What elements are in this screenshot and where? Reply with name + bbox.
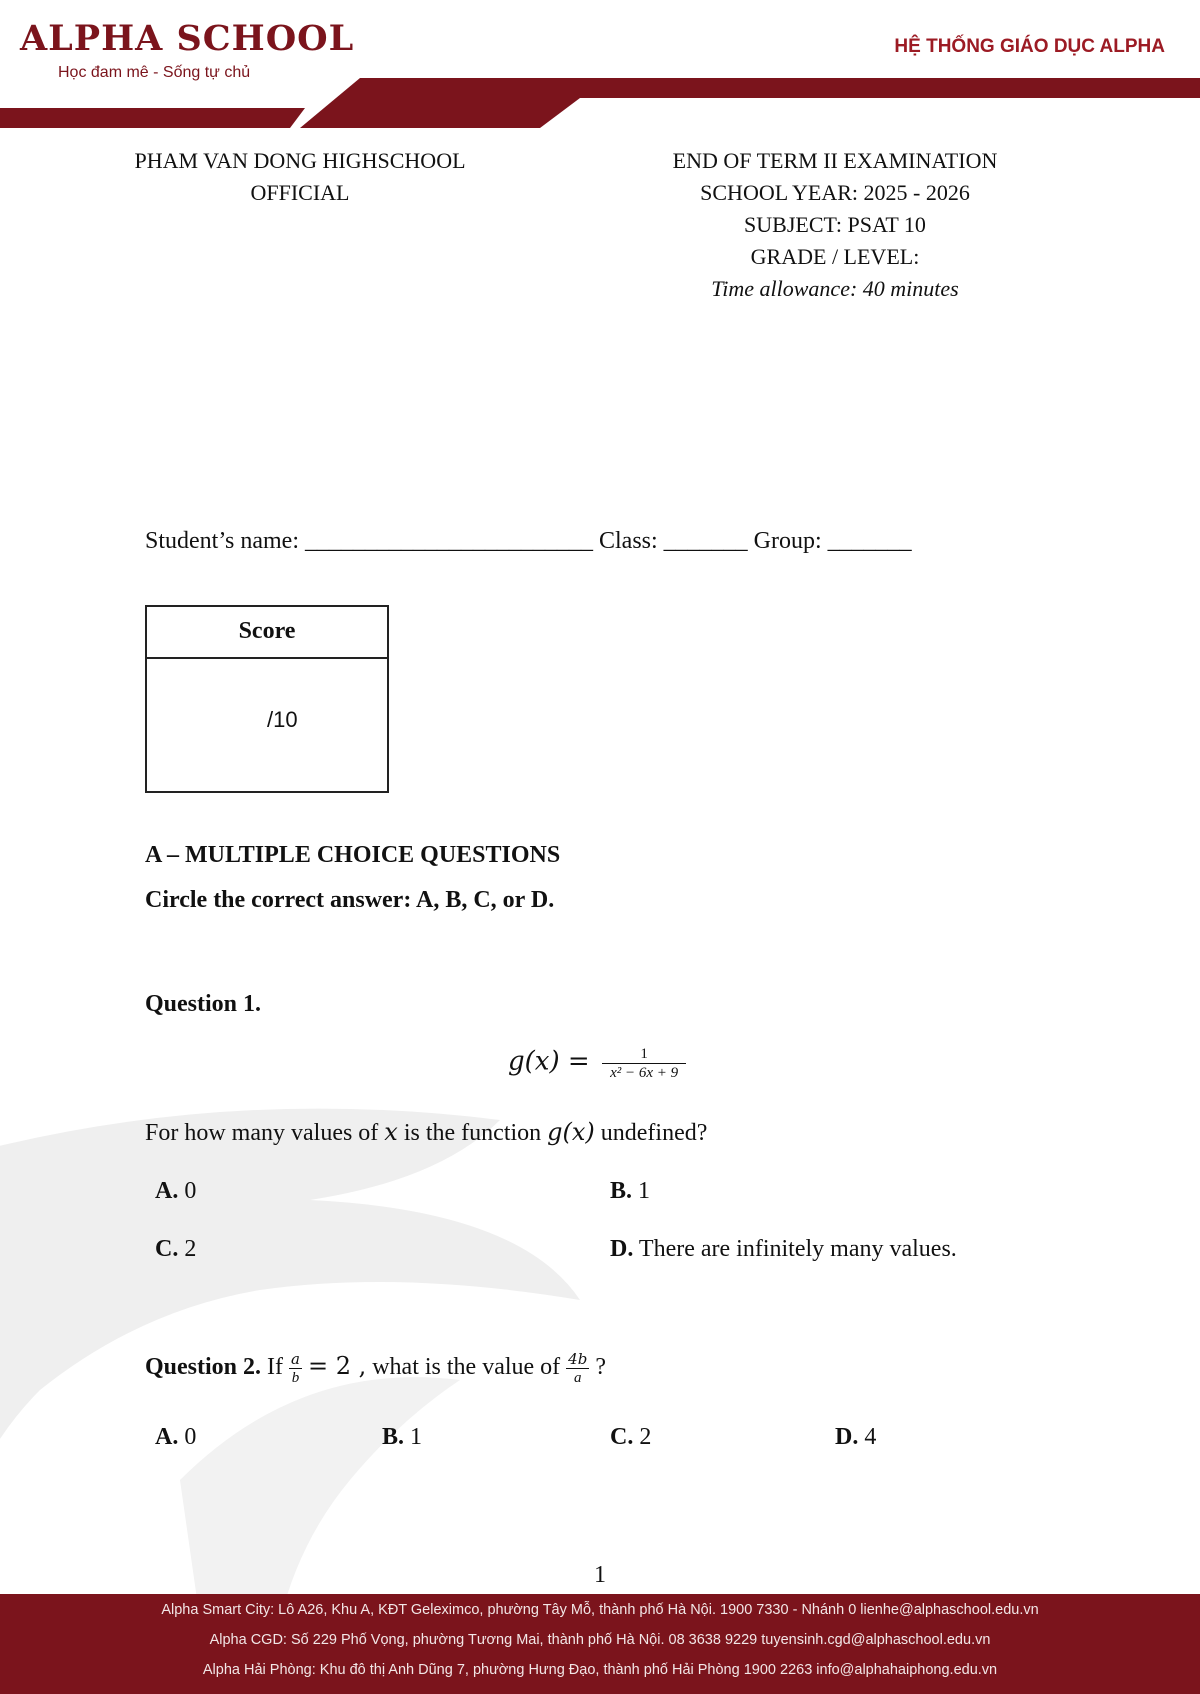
equals-two: = 2 , xyxy=(307,1352,367,1381)
question-1-prompt xyxy=(145,1118,707,1147)
class-label: Class: xyxy=(598,528,658,554)
option-text: 2 xyxy=(184,1236,197,1262)
option-text: 0 xyxy=(184,1424,197,1450)
section-instruction: Circle the correct answer: A, B, C, or D. xyxy=(145,887,555,913)
score-box xyxy=(145,605,389,793)
prompt-part: For how many values of xyxy=(145,1120,379,1146)
school-name: PHAM VAN DONG HIGHSCHOOL xyxy=(134,148,466,173)
subject: SUBJECT: PSAT 10 xyxy=(744,212,926,237)
q2-option-d[interactable] xyxy=(835,1424,876,1451)
prompt-part: undefined? xyxy=(600,1120,708,1146)
question-1-equation xyxy=(508,1045,686,1082)
option-letter: C. xyxy=(610,1424,634,1450)
footer-line-2: Alpha CGD: Số 229 Phố Vọng, phường Tương Mai, thành phố Hà Nội. 08 3638 9229 tuyensinh.cgd@alphaschool.edu.vn xyxy=(209,1632,991,1648)
student-name-field[interactable]: ________________________ xyxy=(304,528,593,554)
student-name-label: Student’s name: xyxy=(145,528,299,554)
q2-option-a[interactable] xyxy=(155,1424,196,1451)
logo-title: ALPHA SCHOOL xyxy=(20,18,355,59)
system-name: HỆ THỐNG GIÁO DỤC ALPHA xyxy=(894,36,1165,57)
time-allowance: Time allowance: 40 minutes xyxy=(711,276,959,301)
school-block xyxy=(90,145,510,209)
group-field[interactable]: _______ xyxy=(827,528,912,554)
option-text: 2 xyxy=(639,1424,652,1450)
question-2-prompt xyxy=(145,1350,606,1387)
class-field[interactable]: _______ xyxy=(663,528,748,554)
page-number: 1 xyxy=(594,1562,606,1588)
grade-level: GRADE / LEVEL: xyxy=(750,244,920,269)
fraction-numerator: 1 xyxy=(602,1045,686,1064)
option-letter: C. xyxy=(155,1236,179,1262)
option-text: 1 xyxy=(410,1424,423,1450)
official-label: OFFICIAL xyxy=(250,180,350,205)
fraction-numerator: 4b xyxy=(568,1350,588,1368)
fraction-denominator: a xyxy=(574,1370,582,1386)
fraction-denominator: x² − 6x + 9 xyxy=(610,1065,679,1081)
option-text: There are infinitely many values. xyxy=(638,1236,957,1262)
question-1-label: Question 1. xyxy=(145,991,262,1017)
prompt-part: is the function xyxy=(403,1120,542,1146)
option-letter: D. xyxy=(835,1424,859,1450)
question-2-label: Question 2. xyxy=(145,1354,262,1381)
group-label: Group: xyxy=(753,528,822,554)
fraction-4b-over-a xyxy=(566,1350,589,1387)
prompt-variable: x xyxy=(384,1118,398,1146)
logo-slogan: Học đam mê - Sống tự chủ xyxy=(58,64,251,81)
footer xyxy=(0,1594,1200,1694)
footer-line-1: Alpha Smart City: Lô A26, Khu A, KĐT Geleximco, phường Tây Mỗ, thành phố Hà Nội. 1900 7330 - Nhánh 0 lienhe@alphaschool.edu.vn xyxy=(161,1602,1039,1618)
option-letter: D. xyxy=(610,1236,634,1262)
option-letter: B. xyxy=(610,1178,633,1204)
q2-option-b[interactable] xyxy=(382,1424,422,1451)
student-info-line xyxy=(145,528,912,555)
score-header: Score xyxy=(147,607,387,659)
option-text: 4 xyxy=(864,1424,877,1450)
section-title: A – MULTIPLE CHOICE QUESTIONS xyxy=(145,842,561,868)
prompt-function: g(x) xyxy=(547,1118,595,1146)
option-letter: B. xyxy=(382,1424,405,1450)
option-letter: A. xyxy=(155,1178,179,1204)
fraction-denominator: b xyxy=(291,1370,300,1386)
fraction-numerator: a xyxy=(291,1350,300,1368)
option-text: 1 xyxy=(638,1178,651,1204)
school-year: SCHOOL YEAR: 2025 - 2026 xyxy=(700,180,970,205)
prompt-part: ? xyxy=(595,1354,606,1381)
q2-option-c[interactable] xyxy=(610,1424,651,1451)
q1-option-c[interactable] xyxy=(155,1236,196,1263)
exam-block xyxy=(620,145,1050,305)
prompt-part: If xyxy=(267,1354,283,1381)
exam-title: END OF TERM II EXAMINATION xyxy=(672,148,998,173)
option-letter: A. xyxy=(155,1424,179,1450)
prompt-part: what is the value of xyxy=(372,1354,561,1381)
option-text: 0 xyxy=(184,1178,197,1204)
function-lhs: g(x) = xyxy=(508,1046,590,1077)
q1-option-a[interactable] xyxy=(155,1178,196,1205)
score-value: /10 xyxy=(267,707,298,732)
q1-option-b[interactable] xyxy=(610,1178,650,1205)
footer-line-3: Alpha Hải Phòng: Khu đô thị Anh Dũng 7, phường Hưng Đạo, thành phố Hải Phòng 1900 2263 info@alphahaiphong.edu.vn xyxy=(202,1662,998,1678)
function-fraction xyxy=(602,1045,686,1082)
header-band xyxy=(0,76,1200,128)
q1-option-d[interactable] xyxy=(610,1236,957,1263)
fraction-a-over-b xyxy=(289,1350,302,1387)
